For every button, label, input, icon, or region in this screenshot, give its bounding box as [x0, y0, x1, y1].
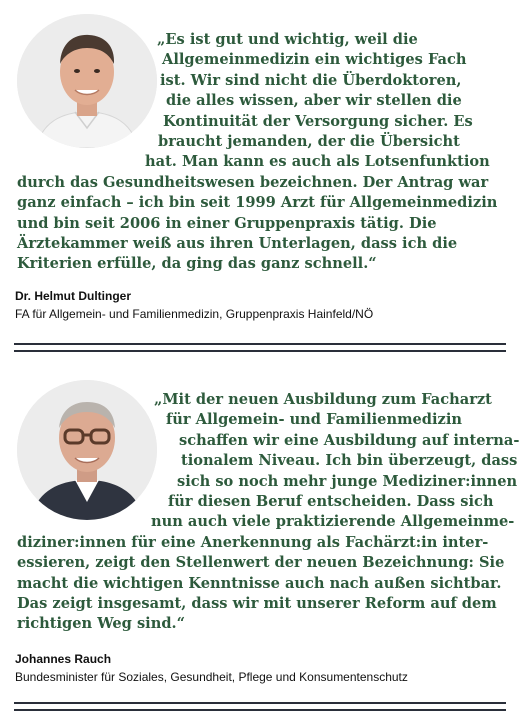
interview-dultinger	[0, 0, 519, 340]
interview-rauch	[0, 360, 519, 722]
section-divider	[14, 343, 506, 352]
quote-text: „Es ist gut und wichtig, weil die Allgemeinmedizin ein wichtiges Fach ist. Wir sind nicht die Überdoktoren, die alles wissen, aber wir stellen die Kontinuität der Versorgung sicher. Es braucht jemanden, der die Übersicht hat. Man kann es auch als Lotsenfunktion durch das Gesundheitswesen bezeichnen. Der Antrag war ganz einfach – ich bin seit 1999 Arzt für Allgemeinmedizin und bin seit 2006 in einer Gruppenpraxis tätig. Die Ärztekammer weiß aus ihren Unterlagen, dass ich die Kriterien erfülle, da ging das ganz schnell.“	[17, 31, 498, 273]
section-divider	[14, 702, 506, 711]
author-name: Johannes Rauch	[15, 652, 112, 666]
quote-text: „Mit der neuen Ausbildung zum Facharzt für Allgemein- und Familienmedizin schaffen wir eine Ausbildung auf interna- tionalem Niveau. Ich bin überzeugt, dass sich so noch mehr junge Mediziner:innen für diesen Beruf entscheiden. Dass sich nun auch viele praktizierende Allgemeinme- diziner:innen für eine Anerkennung als Fachärzt:in inter- essieren, zeigt den Stellenwert der neuen Bezeichnung: Sie macht die wichtigen Kenntnisse auch nach außen sichtbar. Das zeigt insgesamt, dass wir mit unserer Reform auf dem richtigen Weg sind.“	[17, 391, 519, 633]
author-role: Bundesminister für Soziales, Gesundheit, Pflege und Konsumentenschutz	[15, 670, 408, 684]
author-name: Dr. Helmut Dultinger	[15, 289, 132, 303]
author-role: FA für Allgemein- und Familienmedizin, Gruppenpraxis Hainfeld/NÖ	[15, 307, 374, 321]
